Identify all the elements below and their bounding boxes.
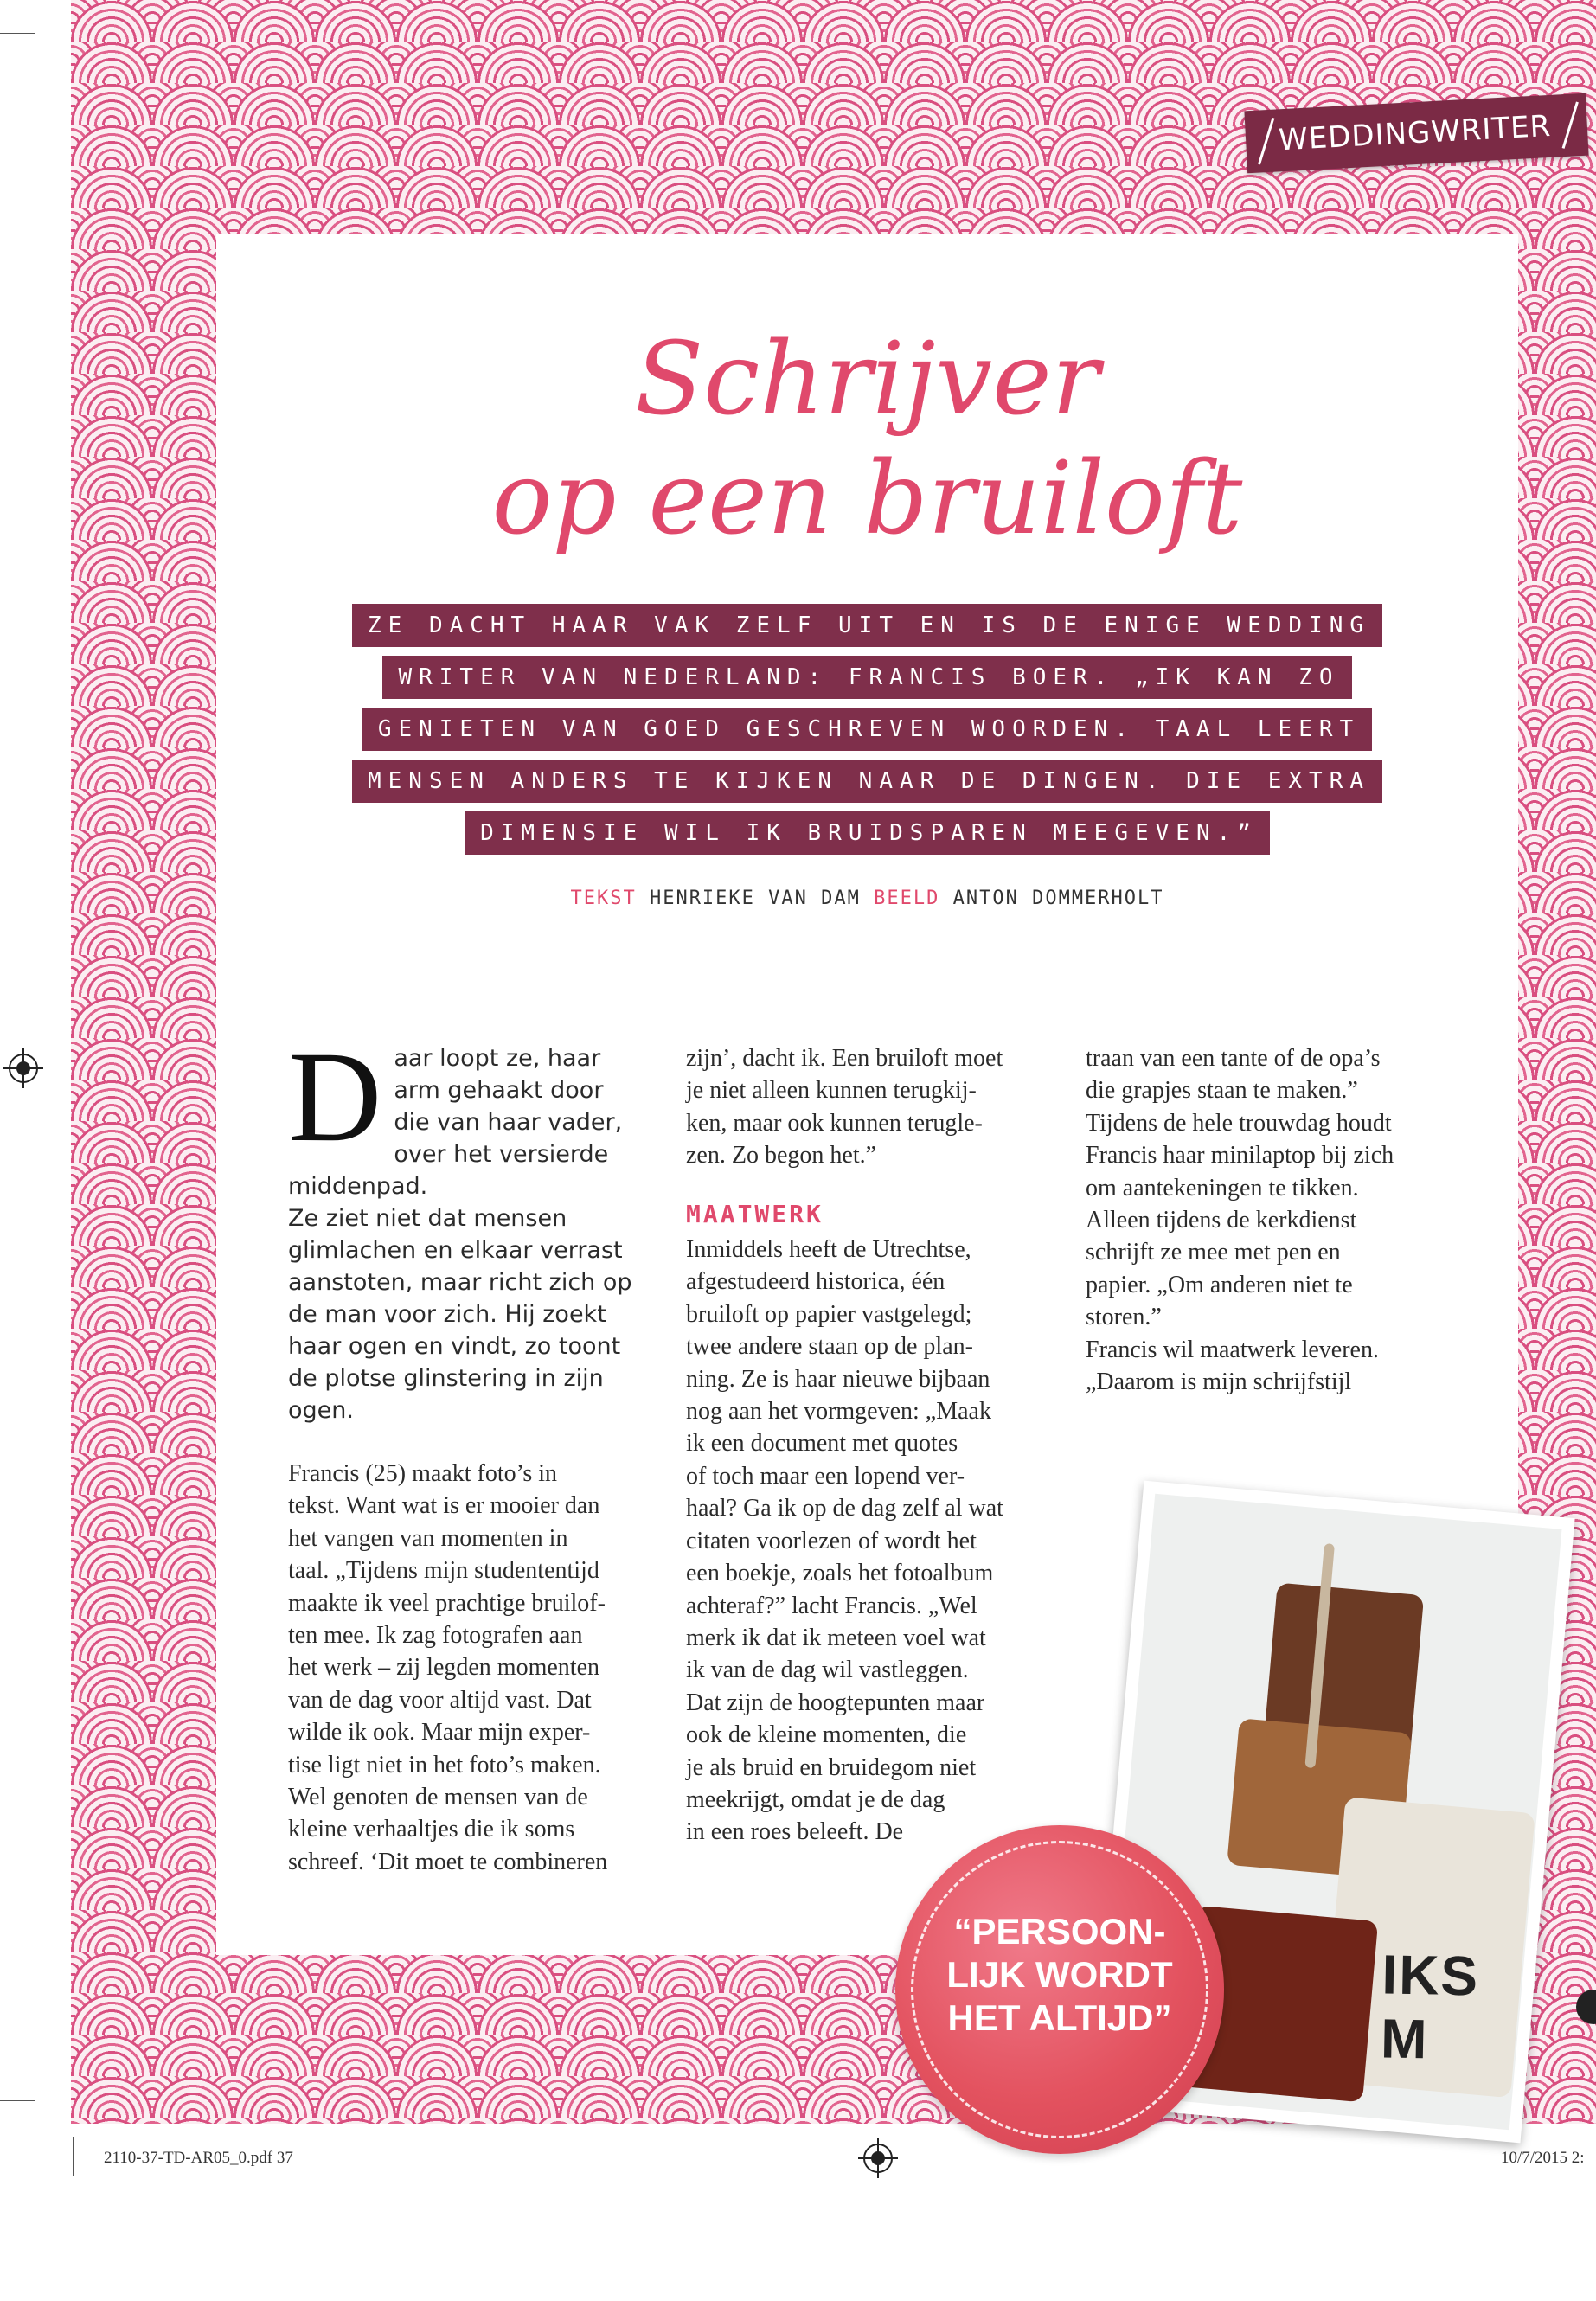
registration-dot (871, 2151, 885, 2165)
text-credit-author: HENRIEKE VAN DAM (649, 888, 861, 909)
article-column-2 (686, 1042, 1049, 1849)
text-credit-label: TEKST (570, 888, 637, 909)
tote-print: IKS M (1380, 1943, 1480, 2071)
headline-line-2: op een bruiloft (491, 440, 1243, 557)
article-column-3 (1086, 1042, 1449, 1398)
footer-filename: 2110-37-TD-AR05_0.pdf 37 (104, 2149, 293, 2167)
intro-line: ZE DACHT HAAR VAK ZELF UIT EN IS DE ENIGE WEDDING (352, 604, 1382, 647)
byline (216, 888, 1518, 909)
crop-mark (0, 33, 35, 34)
image-credit-label: BEELD (874, 888, 940, 909)
registration-mark (9, 1054, 38, 1083)
crop-mark (0, 2100, 35, 2101)
headline-line-1: Schrijver (634, 321, 1100, 438)
slash-mark (1258, 118, 1274, 164)
lead-paragraph: aar loopt ze, haar arm gehaakt door die van haar vader, over het versierde middenpad. Ze ziet niet dat mensen glimlachen en elkaar verrast aanstoten, maar richt zich op de man voor zich. Hij zoekt haar ogen en vindt, zo toont de plotse glinstering in zijn ogen. (288, 1045, 632, 1424)
intro-line: DIMENSIE WIL IK BRUIDSPAREN MEEGEVEN.” (465, 811, 1270, 855)
intro-line: MENSEN ANDERS TE KIJKEN NAAR DE DINGEN. DIE EXTRA (352, 760, 1382, 803)
pull-quote: “PERSOON- LIJK WORDT HET ALTIJD” (946, 1911, 1173, 2038)
intro-block (216, 604, 1518, 863)
registration-dot (16, 1061, 30, 1075)
subheading: MAATWERK (686, 1199, 824, 1228)
pull-quote-badge (895, 1825, 1224, 2154)
footer-date: 10/7/2015 2: (1501, 2149, 1585, 2167)
intro-line: WRITER VAN NEDERLAND: FRANCIS BOER. „IK KAN ZO (382, 656, 1351, 699)
registration-mark (863, 2144, 893, 2173)
drop-cap: D (288, 1025, 382, 1169)
body-paragraph: zijn’, dacht ik. Een bruiloft moet je niet alleen kunnen terugkij- ken, maar ook kunnen terugle- zen. Zo begon het.” (686, 1045, 1003, 1170)
crop-mark (73, 2137, 74, 2176)
paragraph-gap (288, 1426, 651, 1458)
section-label: WEDDINGWRITER (1278, 108, 1553, 158)
intro-line: GENIETEN VAN GOED GESCHREVEN WOORDEN. TAAL LEERT (362, 708, 1372, 751)
body-paragraph: Francis (25) maakt foto’s in tekst. Want wat is er mooier dan het vangen van momenten in taal. „Tijdens mijn studententijd maakte ik veel prachtige bruilof- ten mee. Ik zag fotografen aan het werk – zij legden momenten van de dag voor altijd vast. Dat wilde ik ook. Maar mijn exper- tise ligt niet in het foto’s maken. Wel genoten de mensen van de kleine verhaaltjes die ik soms schreef. ‘Dit moet te combineren (288, 1460, 608, 1875)
image-credit-author: ANTON DOMMERHOLT (952, 888, 1164, 909)
headline (216, 320, 1518, 559)
article-column-1 (288, 1025, 651, 1878)
body-paragraph: traan van een tante of de opa’s die grapjes staan te maken.” Tijdens de hele trouwdag houdt Francis haar minilaptop bij zich om aantekeningen te tikken. Alleen tijdens de kerkdienst schrijft ze mee met pen en papier. „Om anderen niet te storen.” Francis wil maatwerk leveren. „Daarom is mijn schrijfstijl (1086, 1045, 1394, 1396)
slash-mark (1562, 101, 1579, 148)
body-paragraph: Inmiddels heeft de Utrechtse, afgestudeerd historica, één bruiloft op papier vastgelegd; twee andere staan op de plan- ning. Ze is haar nieuwe bijbaan nog aan het vormgeven: „Maak ik een document met quotes of toch maar een lopend ver- haal? Ga ik op de dag zelf al wat citaten voorlezen of wordt het een boekje, zoals het fotoalbum achteraf?” lacht Francis. „Wel merk ik dat ik meteen voel wat ik van de dag wil vastleggen. Dat zijn de hoogtepunten maar ook de kleine momenten, die je als bruid en bruidegom niet meekrijgt, omdat je de dag in een roes beleeft. De (686, 1236, 1003, 1846)
